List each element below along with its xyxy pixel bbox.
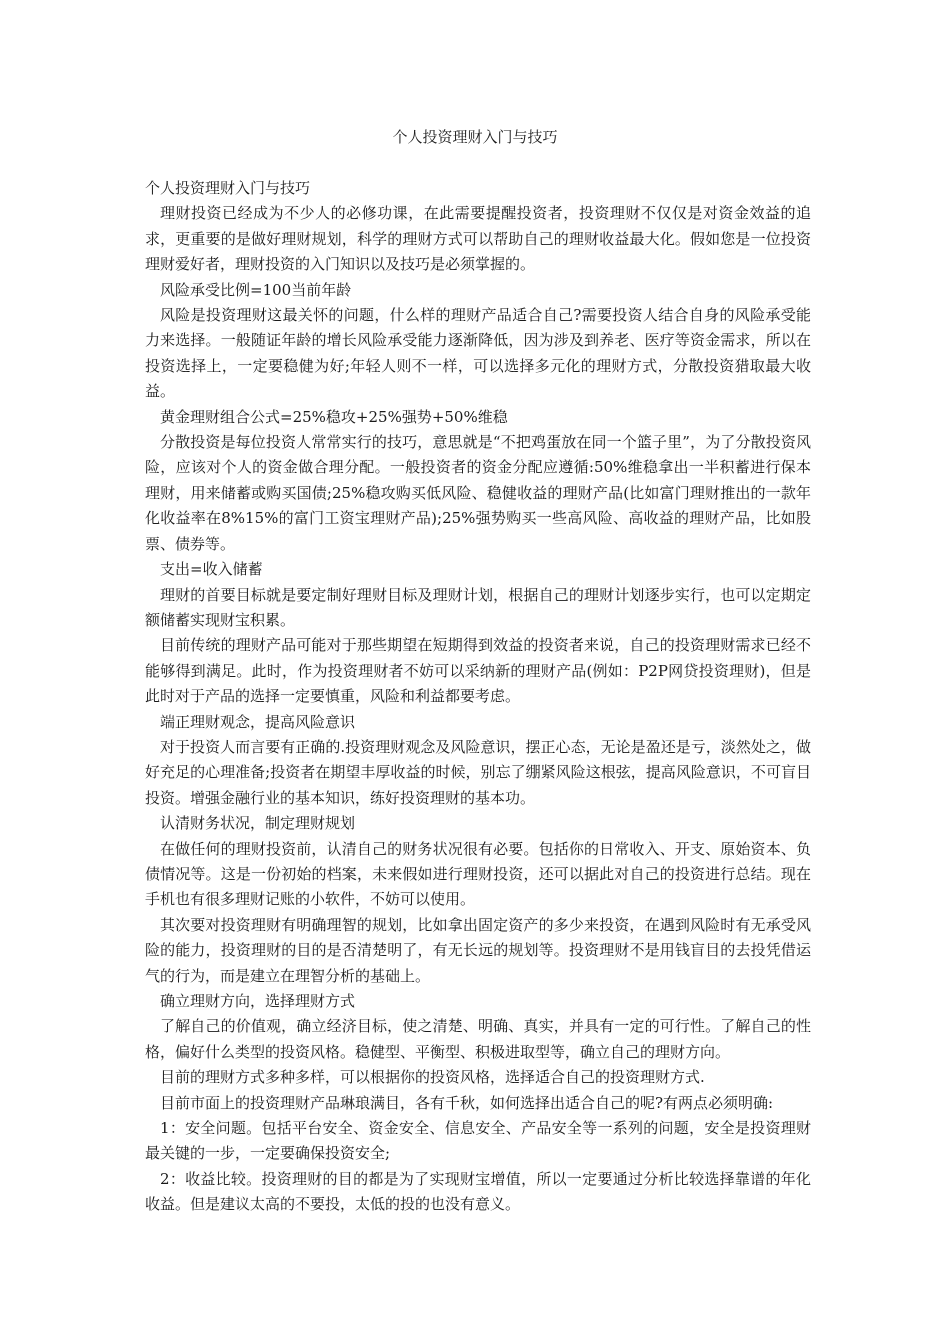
paragraph: 个人投资理财入门与技巧 xyxy=(145,179,311,197)
paragraph: 分散投资是每位投资人常常实行的技巧，意思就是“不把鸡蛋放在同一个篮子里”，为了分散投资风险，应该对个人的资金做合理分配。一般投资者的资金分配应遵循:50%维稳拿出一半积蓄进行保本理财，用来储蓄或购买国债;25%稳攻购买低风险、稳健收益的理财产品(比如富门理财推出的一款年化收益率在8%15%的富门工资宝理财产品);25%强势购买一些高风险、高收益的理财产品，比如股票、债券等。 xyxy=(145,433,811,553)
paragraph: 支出=收入储蓄 xyxy=(160,560,263,579)
paragraph: 1：安全问题。包括平台安全、资金安全、信息安全、产品安全等一系列的问题，安全是投资理财最关键的一步，一定要确保投资安全; xyxy=(145,1119,811,1163)
paragraph: 目前的理财方式多种多样，可以根据你的投资风格，选择适合自己的投资理财方式. xyxy=(160,1068,705,1087)
document-body xyxy=(145,176,811,1218)
paragraph: 风险是投资理财这最关怀的问题，什么样的理财产品适合自己?需要投资人结合自身的风险承受能力来选择。一般随证年龄的增长风险承受能力逐渐降低，因为涉及到养老、医疗等资金需求，所以在投资选择上，一定要稳健为好;年轻人则不一样，可以选择多元化的理财方式，分散投资猎取最大收益。 xyxy=(145,306,811,401)
paragraph: 在做任何的理财投资前，认清自己的财务状况很有必要。包括你的日常收入、开支、原始资本、负债情况等。这是一份初始的档案，未来假如进行理财投资，还可以据此对自己的投资进行总结。现在手机也有很多理财记账的小软件，不妨可以使用。 xyxy=(145,839,811,909)
document-title: 个人投资理财入门与技巧 xyxy=(392,128,558,146)
paragraph: 认清财务状况，制定理财规划 xyxy=(160,814,356,833)
paragraph: 目前传统的理财产品可能对于那些期望在短期得到效益的投资者来说，自己的投资理财需求已经不能够得到满足。此时，作为投资理财者不妨可以采纳新的理财产品(例如：P2P网贷投资理财)，但是此时对于产品的选择一定要慎重，风险和利益都要考虑。 xyxy=(145,636,811,706)
paragraph: 对于投资人而言要有正确的.投资理财观念及风险意识，摆正心态，无论是盈还是亏，淡然处之，做好充足的心理准备;投资者在期望丰厚收益的时候，别忘了绷紧风险这根弦，提高风险意识，不可盲目投资。增强金融行业的基本知识，练好投资理财的基本功。 xyxy=(145,737,811,807)
paragraph: 其次要对投资理财有明确理智的规划，比如拿出固定资产的多少来投资，在遇到风险时有无承受风险的能力，投资理财的目的是否清楚明了，有无长远的规划等。投资理财不是用钱盲目的去投凭借运气的行为，而是建立在理智分析的基础上。 xyxy=(145,915,811,985)
paragraph: 2：收益比较。投资理财的目的都是为了实现财宝增值，所以一定要通过分析比较选择靠谱的年化收益。但是建议太高的不要投，太低的投的也没有意义。 xyxy=(145,1169,811,1214)
paragraph: 目前市面上的投资理财产品琳琅满目，各有千秋，如何选择出适合自己的呢?有两点必须明确: xyxy=(160,1093,774,1112)
paragraph: 理财的首要目标就是要定制好理财目标及理财计划，根据自己的理财计划逐步实行，也可以定期定额储蓄实现财宝积累。 xyxy=(145,585,811,629)
paragraph: 确立理财方向，选择理财方式 xyxy=(160,992,356,1010)
paragraph: 端正理财观念，提高风险意识 xyxy=(160,712,356,731)
paragraph: 风险承受比例=100当前年龄 xyxy=(160,280,352,299)
paragraph: 黄金理财组合公式=25%稳攻+25%强势+50%维稳 xyxy=(160,407,508,426)
paragraph: 理财投资已经成为不少人的必修功课，在此需要提醒投资者，投资理财不仅仅是对资金效益的追求，更重要的是做好理财规划，科学的理财方式可以帮助自己的理财收益最大化。假如您是一位投资理财爱好者，理财投资的入门知识以及技巧是必须掌握的。 xyxy=(145,204,811,274)
paragraph: 了解自己的价值观，确立经济目标，使之清楚、明确、真实，并具有一定的可行性。了解自己的性格，偏好什么类型的投资风格。稳健型、平衡型、积极进取型等，确立自己的理财方向。 xyxy=(145,1017,811,1061)
